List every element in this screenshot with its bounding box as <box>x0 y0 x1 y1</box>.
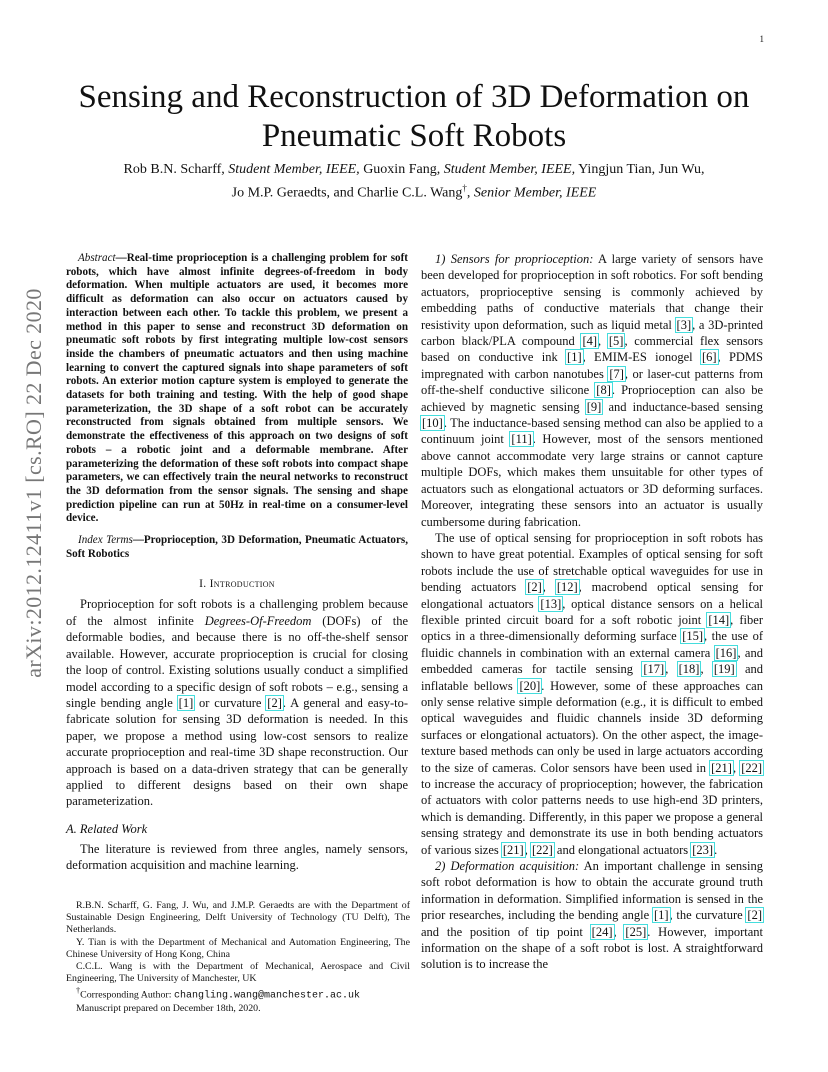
citation-link[interactable]: [12] <box>556 580 578 595</box>
citation-link[interactable]: [1] <box>653 908 669 923</box>
citation-link[interactable]: [21] <box>711 760 732 775</box>
related-work-paragraph: The literature is reviewed from three angles, namely sensors, deformation acquisition and machine learning. <box>66 841 408 873</box>
subsubsection-heading: 1) Sensors for proprioception: <box>435 252 594 266</box>
citation-link[interactable]: [1] <box>178 695 194 710</box>
separator: , <box>466 185 474 201</box>
citation-link[interactable]: [24] <box>591 924 613 939</box>
author-name: Yingjun Tian, Jun Wu, <box>575 162 705 177</box>
optical-sensing-paragraph: The use of optical sensing for proprioception in soft robots has shown to have great potential. Examples of optical sensing for soft robots include the use of stretchable optical waveguides for use in bending actuators [2], [12], macrobend optical sensing for elongational actuators [13], optical distance sensors on a helical flexible printed circuit board for a soft robotic joint [14], fiber optics in a three-dimensionally deforming surface [15], the use of fluidic channels in combination with an external camera [16], and embedded cameras for tactile sensing [17], [18], [19] and inflatable bellows [20]. However, some of these approaches can only sense relative simple deformation (e.g., it is difficult to embed optical waveguides and fluidic channels inside 3D deforming surfaces or elongational actuators). On the other aspect, the image-texture based methods can only be used in large actuators according to the size of cameras. Color sensors have been used in [21], [22] to increase the accuracy of proprioception; however, the fabrication of actuators with color patterns needs to use high-end 3D printers, which is demanding. Differently, in this paper we propose a general sensing strategy and demonstrate its use in both bending actuators of various sizes [21], [22] and elongational actuators [23]. <box>421 530 764 857</box>
footnote: R.B.N. Scharff, G. Fang, J. Wu, and J.M.P. Geraedts are with the Department of Sustainable Design Engineering, Delft University of Technology (TU Delft), The Netherlands. <box>66 900 410 936</box>
author-line-2 <box>60 179 768 203</box>
author-name: Rob B.N. Scharff, <box>123 162 229 177</box>
corresponding-label: Corresponding Author: <box>80 989 174 1001</box>
author-membership: Student Member, IEEE, <box>443 162 576 177</box>
citation-link[interactable]: [15] <box>682 629 704 644</box>
citation-link[interactable]: [22] <box>531 842 553 857</box>
deformation-acquisition-paragraph: 2) Deformation acquisition: An important challenge in sensing soft robot deformation is how to obtain the accurate ground truth information in deformation. Simplified information is sensed in the prior researches, including the bending angle [1], the curvature [2] and the position of tip point [24], [25]. However, important information on the shape of a soft robot is lost. A straightforward solution is to increase the <box>421 859 763 972</box>
citation-link[interactable]: [4] <box>582 334 598 349</box>
citation-link[interactable]: [6] <box>701 350 717 365</box>
arxiv-stamp <box>14 285 54 680</box>
email-link[interactable]: changling.wang@manchester.ac.uk <box>173 990 360 1002</box>
author-membership: Senior Member, IEEE <box>473 185 597 201</box>
citation-link[interactable]: [3] <box>676 317 692 332</box>
subsection-heading-related-work: A. Related Work <box>66 821 148 836</box>
author-name: Guoxin Fang, <box>359 162 444 177</box>
citation-link[interactable]: [14] <box>708 612 730 627</box>
citation-link[interactable]: [11] <box>511 432 532 447</box>
footnote: Manuscript prepared on December 18th, 2020. <box>76 1002 261 1014</box>
page-number: 1 <box>759 34 764 44</box>
paper-title: Sensing and Reconstruction of 3D Deformation on Pneumatic Soft Robots <box>78 79 750 154</box>
index-terms <box>66 534 408 561</box>
citation-link[interactable]: [2] <box>527 580 542 595</box>
section-heading-introduction: I. Introduction <box>199 577 275 591</box>
dagger-mark: † <box>462 183 467 193</box>
citation-link[interactable]: [13] <box>540 596 562 611</box>
citation-link[interactable]: [1] <box>567 350 582 365</box>
intro-paragraph: Proprioception for soft robots is a challenging problem because of the almost infinite Degrees-Of-Freedom (DOFs) of the deformable bodies, and because there is no off-the-shelf sensor available. However, accurate proprioception is crucial for closing the loop of control. Existing solutions usually conduct a simplified model according to a specific design of soft robots – e.g., sensing a single bending angle [1] or curvature [2]. A general and easy-to-fabricate solution for sensing 3D deformation is needed. In this paper, we propose a method using low-cost sensors to realize accurate proprioception and real-time 3D shape reconstruction. Our approach is based on a data-driven strategy that can be generally applied to different designs based on their own shape parameterization. <box>66 597 409 809</box>
citation-link[interactable]: [2] <box>747 908 762 923</box>
sensors-paragraph: 1) Sensors for proprioception: A large variety of sensors have been developed for proprioception in soft robotics. For soft bending actuators, proprioceptive sensing is commonly achieved by embedding paths of conductive materials that change their resistivity upon deformation, such as liquid metal [3], a 3D-printed carbon black/PLA compound [4], [5], commercial flex sensors based on conductive ink [1], EMIM-ES ionogel [6], PDMS impregnated with carbon nanotubes [7], or laser-cut patterns from off-the-shelf conductive silicone [8]. Proprioception can also be achieved by magnetic sensing [9] and inductance-based sensing [10]. The inductance-based sensing method can also be applied to a continuum joint [11]. However, most of the sensors mentioned above cannot accommodate very large strains or cannot capture multiple DOFs, which makes them unsuitable for other types of actuators such as elongational actuators or 3D deforming surfaces. Moreover, integrating these sensors into an actuator is usually cumbersome during fabrication. <box>421 252 764 529</box>
footnote-corresponding <box>66 985 410 1003</box>
citation-link[interactable]: [18] <box>678 662 700 677</box>
citation-link[interactable]: [5] <box>608 334 624 349</box>
author-line-1 <box>60 160 768 179</box>
right-column <box>421 251 763 973</box>
subsubsection-heading: 2) Deformation acquisition: <box>435 859 580 874</box>
citation-link[interactable]: [25] <box>625 924 647 939</box>
author-membership: Student Member, IEEE, <box>228 162 360 177</box>
index-terms-text: —Proprioception, 3D Deformation, Pneumatic Actuators, Soft Robotics <box>66 534 408 560</box>
citation-link[interactable]: [16] <box>715 645 737 660</box>
author-list <box>60 160 768 203</box>
citation-link[interactable]: [22] <box>741 760 763 775</box>
citation-link[interactable]: [21] <box>502 842 524 857</box>
abstract-label: Abstract <box>78 252 116 264</box>
footnotes <box>66 900 410 1015</box>
footnote: C.C.L. Wang is with the Department of Mechanical, Aerospace and Civil Engineering, The University of Manchester, UK <box>66 961 410 985</box>
abstract-text: —Real-time proprioception is a challenging problem for soft robots, which have almost infinite degrees-of-freedom in body deformation. When multiple actuators are used, it becomes more difficult as deformation can also occur on actuators caused by interaction between each other. To tackle this problem, we present a method in this paper to sense and reconstruct 3D deformation on pneumatic soft robots by first integrating multiple low-cost sensors inside the chambers of pneumatic actuators and then using machine learning to convert the captured signals into shape parameters of soft robots. An exterior motion capture system is employed to generate the datasets for both training and testing. With the help of good shape parameterization, the 3D shape of a soft robot can be accurately reconstructed from signals obtained from multiple sensors. We demonstrate the effectiveness of this approach on two designs of soft robots – a robotic joint and a deformable membrane. After parameterizing the deformation of these soft robots into compact shape parameters, we can effectively train the neural networks to reconstruct the 3D deformation from the sensor signals. The sensing and shape prediction pipeline can run at 50Hz in real-time on a consumer-level device. <box>66 252 408 525</box>
citation-link[interactable]: [19] <box>713 662 735 677</box>
citation-link[interactable]: [10] <box>422 416 443 431</box>
citation-link[interactable]: [23] <box>692 842 714 857</box>
author-name: Jo M.P. Geraedts, and Charlie C.L. Wang <box>231 185 463 201</box>
footnote: Y. Tian is with the Department of Mechanical and Automation Engineering, The Chinese University of Hong Kong, China <box>66 936 410 960</box>
citation-link[interactable]: [2] <box>267 695 282 710</box>
abstract <box>66 252 408 526</box>
citation-link[interactable]: [8] <box>596 383 611 398</box>
index-terms-label: Index Terms <box>78 534 133 547</box>
citation-link[interactable]: [9] <box>586 399 602 414</box>
dagger-mark: † <box>76 986 81 996</box>
citation-link[interactable]: [7] <box>609 366 624 381</box>
citation-link[interactable]: [20] <box>519 678 541 693</box>
citation-link[interactable]: [17] <box>643 662 665 677</box>
arxiv-stamp-text: arXiv:2012.12411v1 [cs.RO] 22 Dec 2020 <box>21 287 46 678</box>
left-column <box>66 252 408 874</box>
